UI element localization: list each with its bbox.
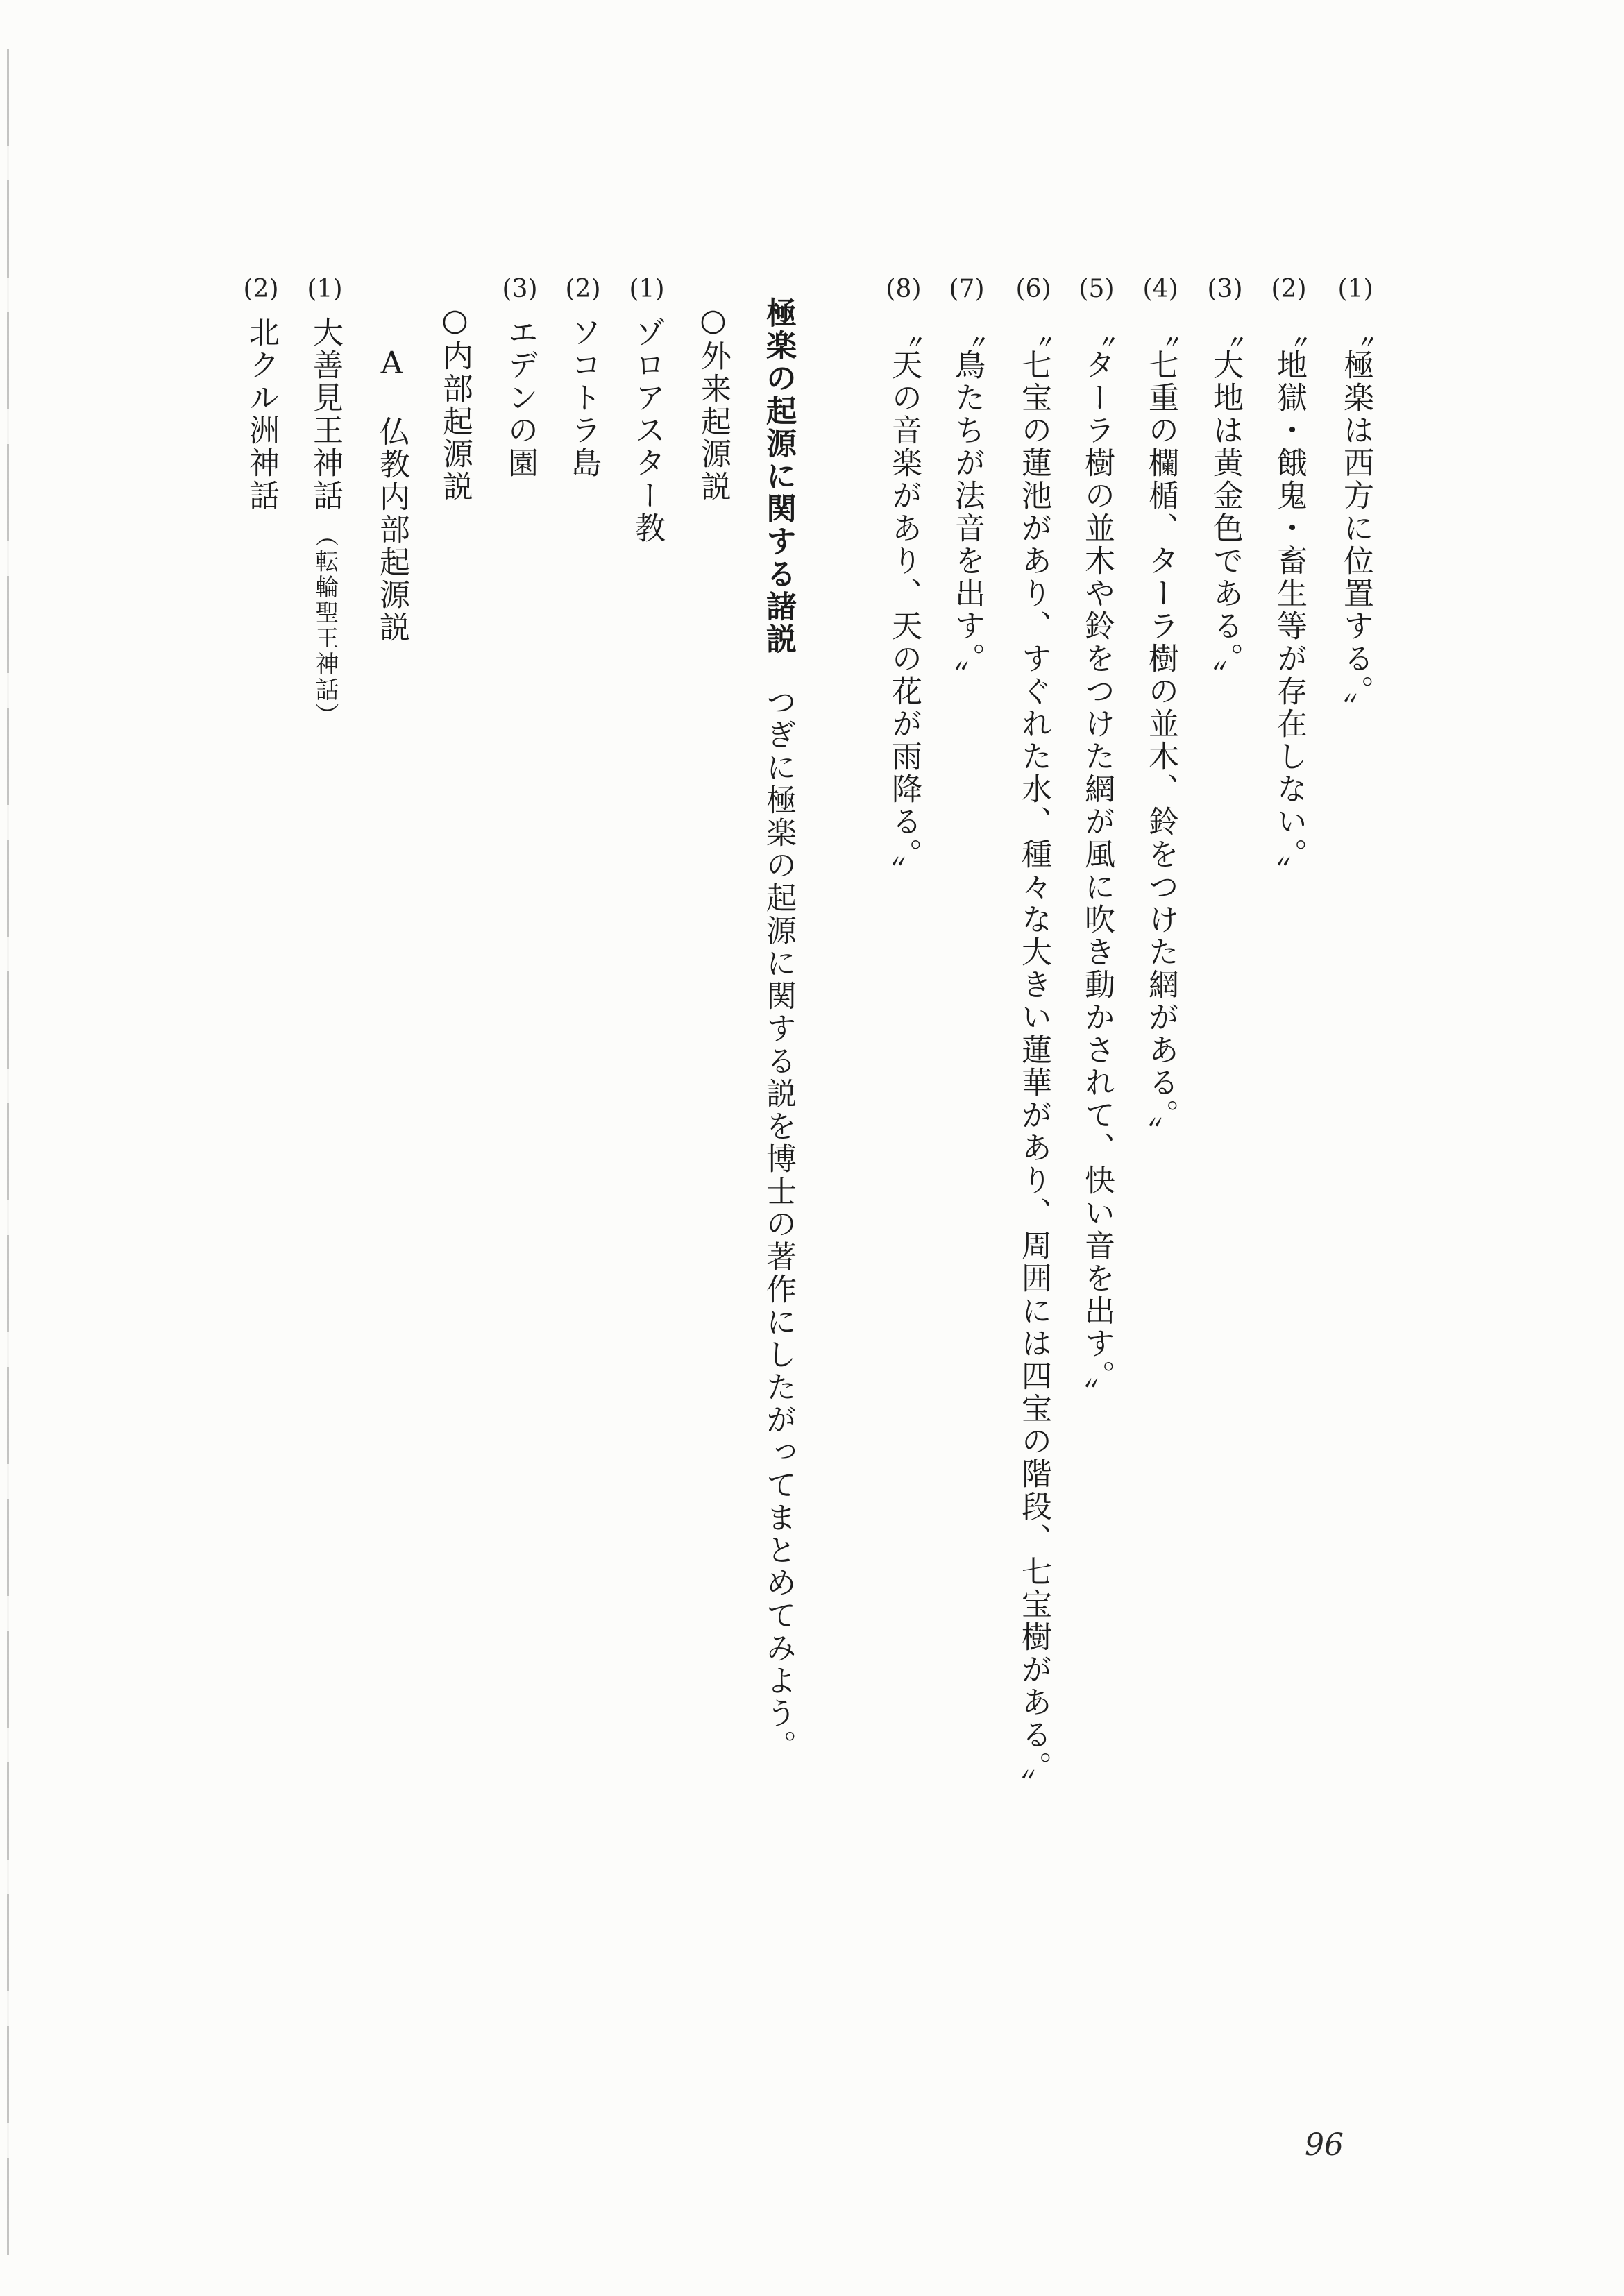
feature-text: 〝七宝の蓮池があり、すぐれた水、種々な大きい蓮華があり、周囲には四宝の階段、七宝樹がある。〟 (1016, 316, 1051, 1801)
origin-text: ゾロアスター教 (629, 316, 665, 545)
feature-item (1136, 272, 1185, 1149)
feature-item (1331, 272, 1380, 725)
feature-item (942, 272, 991, 692)
item-number: (6) (1015, 275, 1051, 303)
item-number: (2) (565, 275, 601, 303)
item-number: (2) (243, 275, 279, 303)
section-intro: つぎに極楽の起源に関する説を博士の著作にしたがってまとめてみよう。 (761, 686, 796, 1762)
item-number: (8) (886, 275, 922, 303)
origin-item (496, 272, 544, 479)
category-label: ○外来起源説 (695, 303, 731, 503)
section-paragraph (754, 297, 802, 1762)
origin-note: （転輪聖王神話） (311, 523, 339, 729)
item-number: (1) (1337, 275, 1373, 303)
origin-item (623, 272, 671, 545)
feature-text: 〝極楽は西方に位置する。〟 (1338, 316, 1373, 725)
page-number: 96 (1305, 2127, 1344, 2163)
feature-text: 〝天の音楽があり、天の花が雨降る。〟 (886, 316, 922, 888)
scan-edge-mark (7, 49, 9, 2255)
origin-item (559, 272, 607, 479)
origin-item (237, 272, 285, 512)
section-heading: 極楽の起源に関する諸説 (761, 297, 796, 656)
feature-text: 〝地獄・餓鬼・畜生等が存在しない。〟 (1271, 316, 1307, 888)
feature-text: 〝ターラ樹の並木や鈴をつけた網が風に吹き動かされて、快い音を出す。〟 (1079, 316, 1115, 1410)
item-number: (7) (949, 275, 985, 303)
feature-item (1072, 272, 1121, 1410)
item-number: (5) (1079, 275, 1115, 303)
item-number: (4) (1142, 275, 1178, 303)
feature-item (1201, 272, 1249, 692)
origin-item (301, 272, 349, 729)
feature-item (1264, 272, 1313, 888)
origin-text: エデンの園 (502, 316, 538, 479)
subsection-heading (367, 346, 416, 644)
internal-origin-label (430, 303, 479, 503)
item-number: (3) (1207, 275, 1243, 303)
origin-text: 北クル洲神話 (244, 316, 279, 512)
origin-text: ソコトラ島 (566, 316, 601, 479)
item-number: (1) (307, 275, 343, 303)
feature-text: 〝鳥たちが法音を出す。〟 (949, 316, 985, 692)
external-origin-label (688, 303, 737, 503)
feature-item (879, 272, 928, 888)
feature-text: 〝七重の欄楯、ターラ樹の並木、鈴をつけた網がある。〟 (1143, 316, 1178, 1149)
item-number: (1) (629, 275, 665, 303)
feature-text: 〝大地は黄金色である。〟 (1208, 316, 1243, 692)
origin-text: 大善見王神話 (307, 316, 343, 512)
subsection-title: A 仏教内部起源説 (374, 346, 409, 644)
category-label: ○内部起源説 (437, 303, 473, 503)
item-number: (2) (1271, 275, 1307, 303)
feature-item (1009, 272, 1058, 1801)
item-number: (3) (502, 275, 538, 303)
